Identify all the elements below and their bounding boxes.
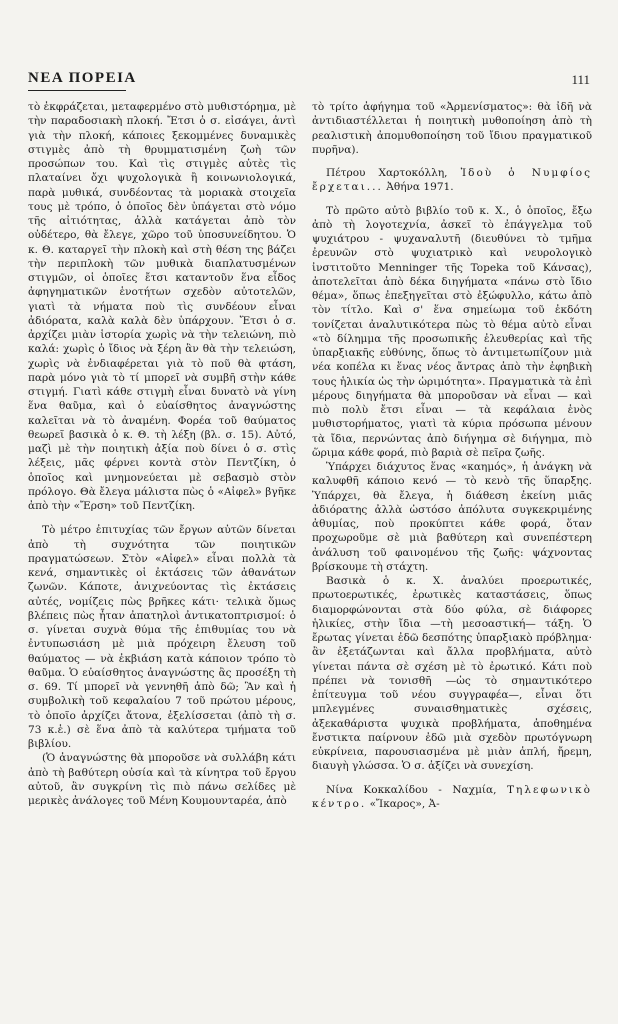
reference-author: Πέτρου Χαρτοκόλλη, <box>326 167 448 179</box>
paragraph: τὸ τρίτο ἀφήγημα τοῦ «Ἀρμενίσματος»: θὰ ἰδῆ νὰ ἀντιδιαστέλλεται ἡ ποιητικὴ μυθοποίηση ἀπὸ τὴ ρεαλιστικὴ ἀπομυθοποίηση τοῦ ἴδιου πραγματικοῦ πυρῆνα). <box>312 101 592 156</box>
paragraph: Τὸ μέτρο ἐπιτυχίας τῶν ἔργων αὐτῶν δίνεται ἀπὸ τὴ συχνότητα τῶν ποιητικῶν πραγματώσεων. Στὸν «Αἰφελ» εἶναι πολλὰ τὰ κενά, σημαντικὲς οἱ ἐκτάσεις τῶν ἀθανάτων ζωνῶν. Κάποτε, ἀνιχνεύοντας τὶς ἐκτάσεις αὐτές, νομίζεις πὼς βρῆκες κάτι· τελικὰ ὅμως βλέπεις πὼς ἦταν ἀπατηλοὶ ἀντικατοπτρισμοί: ὁ σ. γίνεται συχνὰ θύμα τῆς ἐπιθυμίας του νὰ ἐντυπωσιάση μὲ μιὰ πρόχειρη ἔλευση τοῦ θαύματος — νὰ ἐκβιάση κατὰ κάποιον τρόπο τὸ θαῦμα. Ὁ εὐαίσθητος ἀναγνώστης ἂς προσέξη τὴ σ. 69. Τί μπορεῖ νὰ γεννηθῆ ἀπὸ δῶ; Ἂν καὶ ἡ συμβολικὴ τοῦ κεφαλαίου 7 τοῦ πρώτου μέρους, τὸ ὁποῖο ἀρχίζει ἄτονα, ἐξελίσσεται (ἀπὸ τὴ σ. 73 κ.ἑ.) σὲ ἕνα ἀπὸ τὰ καλύτερα τμήματα τοῦ βιβλίου. <box>28 524 296 750</box>
paragraph: Βασικὰ ὁ κ. Χ. ἀναλύει προερωτικές, πρωτοερωτικές, ἐρωτικὲς καταστάσεις, ὅπως διαμορφώνονται στὰ δύο φύλα, σὲ διάφορες ἡλικίες, στὴν ἴδια —τὴ μεσοαστική— τάξη. Ὁ ἔρωτας γίνεται ἐδῶ δεσπότης ὑπαρξιακὸ πρόβλημα· ἂν ἐξετάζωνται καὶ ἄλλα προβλήματα, αὐτὸ γίνεται πάντα σὲ σχέση μὲ τὸ ἐρωτικό. Κάτι ποὺ πρέπει νὰ τονισθῆ —ὡς τὸ σημαντικότερο ἐπίτευγμα τοῦ νέου συγγραφέα—, εἶναι ὅτι μπλεγμένες συναισθηματικὲς σχέσεις, ἀξεκαθάριστα ψυχικὰ προβλήματα, ἀποθημένα ἔνστικτα παίρνουν ἐδῶ μιὰ σχεδὸν πρωτόγνωρη εὐκρίνεια, παρουσιασμένα μὲ μιὰν ἁπλή, ἤρεμη, διαυγὴ γλώσσα. Ὁ σ. ἀξίζει νὰ συνεχίση. <box>312 575 592 773</box>
paragraph: Ὑπάρχει διάχυτος ἕνας «καημός», ἡ ἀνάγκη νὰ καλυφθῆ κάποιο κενό — τὸ κενὸ τῆς ὕπαρξης. Ὑπάρχει, θὰ ἔλεγα, ἡ διάθεση ἐκείνη μιᾶς ἀδιόρατης ἀλλὰ ὡστόσο ἀπόλυτα συγκεκριμένης ἀθυμίας, ποὺ προκύπτει κάθε φορά, ὅταν προχωροῦμε σὲ μιὰ βαθύτερη καὶ συνεπέστερη ἀνάλυση τοῦ φαινομένου τῆς ζωῆς: ψάχνοντας βρίσκουμε τὴ στάχτη. <box>312 461 592 573</box>
page-number: 111 <box>571 72 590 87</box>
right-column <box>312 100 592 811</box>
book-reference <box>312 783 592 812</box>
reference-publication: Ἀθήνα 1971. <box>386 181 454 194</box>
page-header <box>28 70 590 92</box>
reference-title: Τηλεφωνικὸ κέντρο. <box>312 783 592 810</box>
reference-publication: «Ἴκαρος», Ἀ- <box>369 797 440 810</box>
reference-author: Νίνα Κοκκαλίδου - Ναχμία, <box>326 783 497 796</box>
paragraph: Τὸ πρῶτο αὐτὸ βιβλίο τοῦ κ. Χ., ὁ ὁποῖος, ἔξω ἀπὸ τὴ λογοτεχνία, ἀσκεῖ τὸ ἐπάγγελμα τοῦ ψυχιάτρου - ψυχαναλυτῆ (διευθύνει τὸ τμῆμα ἐρευνῶν στὸ ψυχιατρικὸ καὶ νευρολογικὸ ἰνστιτοῦτο Menninger τῆς Topeka τοῦ Κάνσας), ἀποτελεῖται ἀπὸ δέκα διηγήματα «πάνω στὸ ἴδιο θέμα», ὅπως ἐπεξηγεῖται στὸ ἐξώφυλλο, κάτω ἀπὸ τὸν τίτλο. Καὶ σ' ἕνα σημείωμα τοῦ ἐκδότη τονίζεται ἀναλυτικότερα πὼς τὸ θέμα αὐτὸ εἶναι «τὸ δίλημμα τῆς προσωπικῆς ἐλευθερίας καὶ τῆς ὑπαρξιακῆς εὐθύνης, ὅπως τὸ ἀντιμετωπίζουν μιὰ νέα κοπέλα κι ἕνας νέος ἄντρας ἀπὸ τὴν ἐφηβικὴ τους ἡλικία ὡς τὴν ὡριμότητα». Πραγματικὰ τὰ ἐπὶ μέρους διηγήματα θὰ μποροῦσαν νὰ εἶναι — καὶ πιὸ πολὺ ἔτσι εἶναι — τὰ κεφάλαια ἑνὸς μυθιστορήματος, γιατὶ τὰ κύρια πρόσωπα μένουν τὰ ἴδια, περνώντας ἀπὸ διήγημα σὲ διήγημα, πιὸ ὥριμα κάθε φορά, πιὸ βαριὰ σὲ πεῖρα ζωῆς. <box>312 204 592 459</box>
left-column <box>28 100 296 808</box>
paragraph: τὸ ἐκφράζεται, μεταφερμένο στὸ μυθιστόρημα, μὲ τὴν παραδοσιακὴ πλοκή. Ἔτσι ὁ σ. εἰσάγει, ἀντὶ γιὰ τὴν πλοκή, κάποιες ξεκομμένες δυναμικὲς στιγμὲς ἀπὸ τὴ θρυμματισμένη ζωὴ τῶν προσώπων του. Καὶ τὶς στιγμὲς αὐτὲς τὶς πλαταίνει ὄχι ψυχολογικὰ ἢ κοινωνιολογικά, παρὰ μυθικά, συνδέοντας τὰ μοριακὰ στοιχεῖα τους μὲ τρόπο, ὁ ὁποῖος δὲν ὑπάγεται στὸ νόμο τῆς αἰτιότητας, ἀλλὰ κατάγεται ἀπὸ τὸν οὐδέτερο, θὰ ἔλεγε, χῶρο τοῦ ὑποσυνείδητου. Ὁ κ. Θ. καταργεῖ τὴν πλοκὴ καὶ στὴ θέση της βάζει τὴν περιπλοκὴ τῶν μυθικὰ διαπλατυσμένων στιγμῶν, οἱ ὁποῖες ἔτσι καταντοῦν ἕνα εἶδος ἀφηγηματικῶν ἑνοτήτων σχεδὸν αὐτοτελῶν, γιατὶ τὰ νήματα ποὺ τὶς συνδέουν εἶναι ἀδιόρατα, καλὰ καλὰ δὲν ὑπάρχουν. Ἔτσι ὁ σ. ἀρχίζει μιὰν ἱστορία χωρὶς νὰ τὴν τελειώνη, πιὸ καλά: χωρὶς ὁ ἴδιος νὰ ξέρη ἂν θὰ τὴν τελειώση, χωρὶς νὰ ἐνδιαφέρεται γιὰ τὸ ποῦ θὰ φτάση, παρὰ μόνο γιὰ τὸ τί μπορεῖ νὰ συμβῆ στὴν κάθε στιγμή. Γιατὶ κάθε στιγμὴ εἶναι δυνατὸ νὰ γίνη ἕνα θαῦμα, καὶ ὁ εὐαίσθητος ἀναγνώστης καλεῖται νὰ τὸ ἀναμένη. Φορέα τοῦ θαύματος θεωρεῖ βασικὰ ὁ κ. Θ. τὴ λέξη (βλ. σ. 15). Αὐτό, μαζὶ μὲ τὴν ποιητικὴ ἀξία ποὺ δίνει ὁ σ. στὶς λέξεις, μᾶς φέρνει κοντὰ στὸν Πεντζίκη, ὁ ὁποῖος καὶ μνημονεύεται μὲ σεβασμὸ στὸν πρόλογο. Θὰ ἔλεγα μάλιστα πὼς ὁ «Αἰφελ» βγῆκε ἀπὸ τὴν «Ἔρση» τοῦ Πεντζίκη. <box>28 101 296 512</box>
reference-title: Ἰδοὺ ὁ Νυμφίος ἔρχεται... <box>312 167 592 194</box>
paragraph: (Ὁ ἀναγνώστης θὰ μποροῦσε νὰ συλλάβη κάτι ἀπὸ τὴ βαθύτερη οὐσία καὶ τὰ κίνητρα τοῦ ἔργου αὐτοῦ, ἂν συγκρίνη τὶς πιὸ πάνω σελίδες μὲ μερικὲς ἀνάλογες τοῦ Μένη Κουμουνταρέα, ἀπὸ <box>28 752 296 807</box>
book-reference <box>312 166 592 195</box>
journal-title: ΝΕΑ ΠΟΡΕΙΑ <box>28 70 137 86</box>
header-rule <box>28 90 126 91</box>
